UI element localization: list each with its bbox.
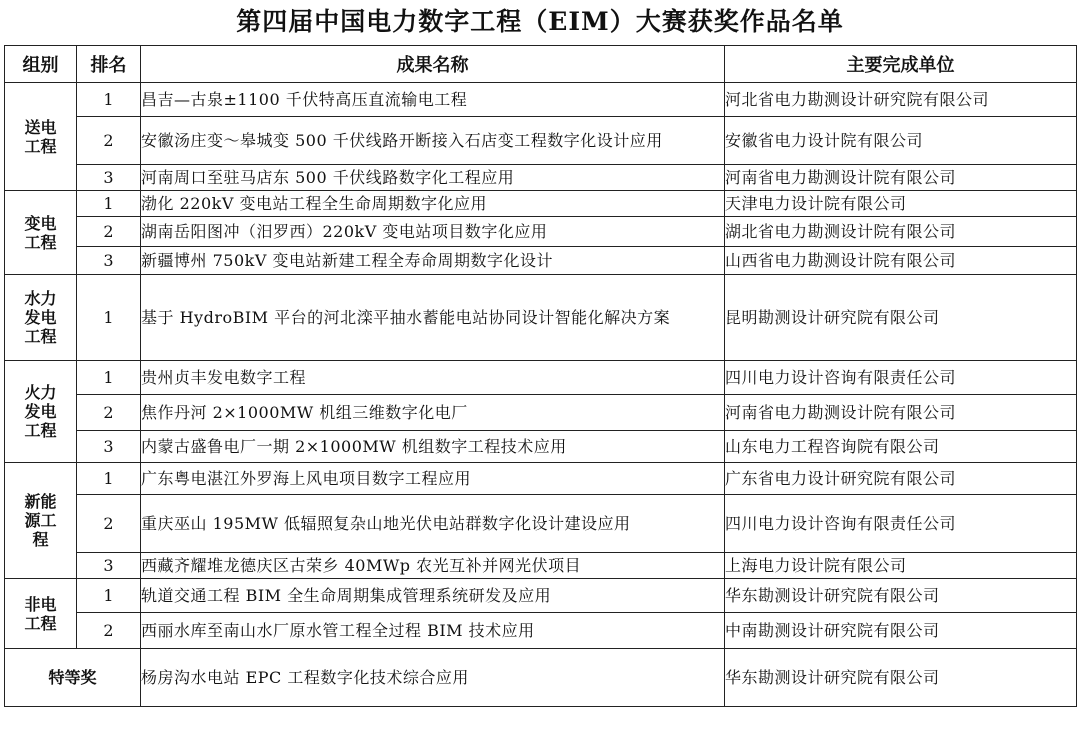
unit-cell: 山西省电力勘测设计院有限公司 (725, 247, 1077, 275)
award-name-cell: 贵州贞丰发电数字工程 (141, 361, 725, 395)
award-name-cell: 西藏齐耀堆龙德庆区古荣乡 40MWp 农光互补并网光伏项目 (141, 553, 725, 579)
award-name-cell: 内蒙古盛鲁电厂一期 2×1000MW 机组数字工程技术应用 (141, 431, 725, 463)
rank-cell: 3 (77, 247, 141, 275)
rank-cell: 3 (77, 553, 141, 579)
unit-cell: 山东电力工程咨询院有限公司 (725, 431, 1077, 463)
table-row (5, 191, 1077, 217)
table-row (5, 217, 1077, 247)
rank-cell: 2 (77, 117, 141, 165)
awards-table (4, 45, 1077, 707)
header-row (5, 46, 1077, 83)
award-name-cell: 焦作丹河 2×1000MW 机组三维数字化电厂 (141, 395, 725, 431)
table-row (5, 463, 1077, 495)
table-row (5, 275, 1077, 361)
rank-cell: 1 (77, 361, 141, 395)
unit-cell: 湖北省电力勘测设计院有限公司 (725, 217, 1077, 247)
unit-cell: 河南省电力勘测设计院有限公司 (725, 165, 1077, 191)
rank-cell: 3 (77, 431, 141, 463)
table-row (5, 395, 1077, 431)
rank-cell: 2 (77, 495, 141, 553)
group-label: 新能源工程 (5, 463, 77, 579)
unit-cell: 安徽省电力设计院有限公司 (725, 117, 1077, 165)
rank-cell: 2 (77, 613, 141, 649)
group-label: 火力发电工程 (5, 361, 77, 463)
rank-cell: 2 (77, 395, 141, 431)
award-name-cell: 轨道交通工程 BIM 全生命周期集成管理系统研发及应用 (141, 579, 725, 613)
rank-cell: 2 (77, 217, 141, 247)
unit-cell: 华东勘测设计研究院有限公司 (725, 579, 1077, 613)
table-row (5, 579, 1077, 613)
header-group: 组别 (5, 46, 77, 83)
unit-cell: 天津电力设计院有限公司 (725, 191, 1077, 217)
award-name-cell: 杨房沟水电站 EPC 工程数字化技术综合应用 (141, 649, 725, 707)
table-row (5, 83, 1077, 117)
award-name-cell: 河南周口至驻马店东 500 千伏线路数字化工程应用 (141, 165, 725, 191)
table-row (5, 361, 1077, 395)
award-name-cell: 广东粤电湛江外罗海上风电项目数字工程应用 (141, 463, 725, 495)
group-label: 送电工程 (5, 83, 77, 191)
group-label: 非电工程 (5, 579, 77, 649)
table-row (5, 431, 1077, 463)
table-row (5, 247, 1077, 275)
rank-cell: 1 (77, 579, 141, 613)
table-row (5, 553, 1077, 579)
unit-cell: 华东勘测设计研究院有限公司 (725, 649, 1077, 707)
rank-cell: 1 (77, 83, 141, 117)
table-row (5, 117, 1077, 165)
page-title: 第四届中国电力数字工程（EIM）大赛获奖作品名单 (236, 7, 844, 36)
special-award-label: 特等奖 (5, 649, 141, 707)
award-name-cell: 重庆巫山 195MW 低辐照复杂山地光伏电站群数字化设计建设应用 (141, 495, 725, 553)
unit-cell: 广东省电力设计研究院有限公司 (725, 463, 1077, 495)
unit-cell: 四川电力设计咨询有限责任公司 (725, 361, 1077, 395)
award-name-cell: 湖南岳阳图冲（汨罗西）220kV 变电站项目数字化应用 (141, 217, 725, 247)
rank-cell: 1 (77, 275, 141, 361)
header-unit: 主要完成单位 (725, 46, 1077, 83)
header-rank: 排名 (77, 46, 141, 83)
award-name-cell: 西丽水库至南山水厂原水管工程全过程 BIM 技术应用 (141, 613, 725, 649)
group-label: 变电工程 (5, 191, 77, 275)
table-row (5, 495, 1077, 553)
special-award-row (5, 649, 1077, 707)
rank-cell: 1 (77, 463, 141, 495)
table-row (5, 165, 1077, 191)
header-name: 成果名称 (141, 46, 725, 83)
award-name-cell: 新疆博州 750kV 变电站新建工程全寿命周期数字化设计 (141, 247, 725, 275)
award-name-cell: 渤化 220kV 变电站工程全生命周期数字化应用 (141, 191, 725, 217)
rank-cell: 3 (77, 165, 141, 191)
table-row (5, 613, 1077, 649)
unit-cell: 河南省电力勘测设计院有限公司 (725, 395, 1077, 431)
award-name-cell: 昌吉—古泉±1100 千伏特高压直流输电工程 (141, 83, 725, 117)
unit-cell: 上海电力设计院有限公司 (725, 553, 1077, 579)
unit-cell: 四川电力设计咨询有限责任公司 (725, 495, 1077, 553)
award-name-cell: 基于 HydroBIM 平台的河北滦平抽水蓄能电站协同设计智能化解决方案 (141, 275, 725, 361)
rank-cell: 1 (77, 191, 141, 217)
unit-cell: 昆明勘测设计研究院有限公司 (725, 275, 1077, 361)
unit-cell: 中南勘测设计研究院有限公司 (725, 613, 1077, 649)
award-name-cell: 安徽汤庄变～皋城变 500 千伏线路开断接入石店变工程数字化设计应用 (141, 117, 725, 165)
group-label: 水力发电工程 (5, 275, 77, 361)
unit-cell: 河北省电力勘测设计研究院有限公司 (725, 83, 1077, 117)
